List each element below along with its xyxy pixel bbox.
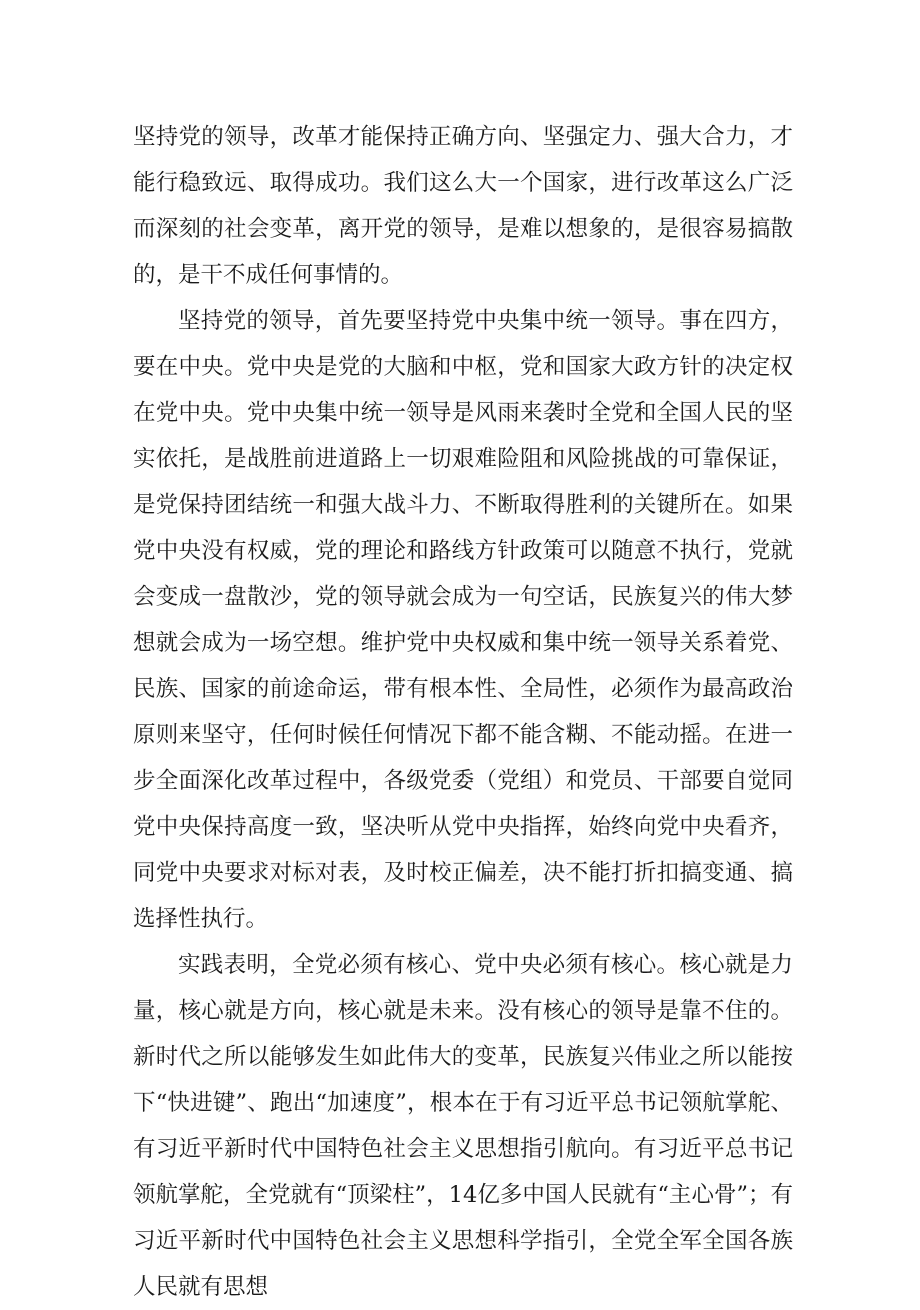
paragraph-2: 坚持党的领导，首先要坚持党中央集中统一领导。事在四方，要在中央。党中央是党的大脑和中枢，党和国家大政方针的决定权在党中央。党中央集中统一领导是风雨来袭时全党和全国人民的坚实依托，是战胜前进道路上一切艰难险阻和风险挑战的可靠保证，是党保持团结统一和强大战斗力、不断取得胜利的关键所在。如果党中央没有权威，党的理论和路线方针政策可以随意不执行，党就会变成一盘散沙，党的领导就会成为一句空话，民族复兴的伟大梦想就会成为一场空想。维护党中央权威和集中统一领导关系着党、民族、国家的前途命运，带有根本性、全局性，必须作为最高政治原则来坚守，任何时候任何情况下都不能含糊、不能动摇。在进一步全面深化改革过程中，各级党委（党组）和党员、干部要自觉同党中央保持高度一致，坚决听从党中央指挥，始终向党中央看齐，同党中央要求对标对表，及时校正偏差，决不能打折扣搞变通、搞选择性执行。	[133, 308, 793, 932]
document-body	[133, 114, 793, 1310]
paragraph-1: 坚持党的领导，改革才能保持正确方向、坚强定力、强大合力，才能行稳致远、取得成功。我们这么大一个国家，进行改革这么广泛而深刻的社会变革，离开党的领导，是难以想象的，是很容易搞散的，是干不成任何事情的。	[133, 124, 793, 288]
paragraph-3: 实践表明，全党必须有核心、党中央必须有核心。核心就是力量，核心就是方向，核心就是未来。没有核心的领导是靠不住的。新时代之所以能够发生如此伟大的变革，民族复兴伟业之所以能按下“快进键”、跑出“加速度”，根本在于有习近平总书记领航掌舵、有习近平新时代中国特色社会主义思想指引航向。有习近平总书记领航掌舵，全党就有“顶梁柱”，14亿多中国人民就有“主心骨”；有习近平新时代中国特色社会主义思想科学指引，全党全军全国各族人民就有思想	[133, 952, 793, 1300]
